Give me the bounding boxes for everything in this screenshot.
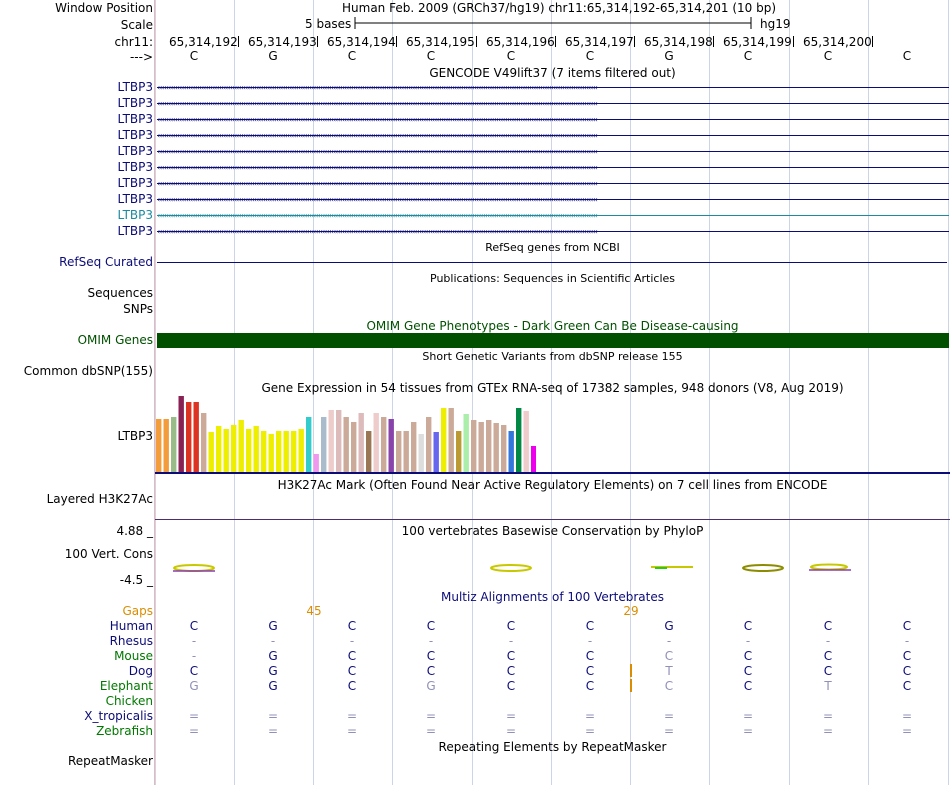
aligned-base: C [506,679,516,693]
gtex-tissue-bar[interactable] [261,431,266,472]
aligned-base: = [346,724,358,738]
gencode-transcript-label[interactable]: LTBP3 [117,224,153,238]
aligned-base: C [189,664,199,678]
strand-label[interactable]: ---> [129,50,153,64]
gencode-track-title[interactable]: GENCODE V49lift37 (7 items filtered out) [429,66,676,80]
gtex-expression-chart[interactable] [156,396,536,472]
omim-genes-label[interactable]: OMIM Genes [77,333,153,347]
gtex-tissue-bar[interactable] [351,422,356,472]
gtex-tissue-bar[interactable] [441,408,446,472]
position-tick [317,36,318,47]
gencode-transcript-label[interactable]: LTBP3 [117,80,153,94]
gtex-tissue-bar[interactable] [156,419,161,472]
gtex-tissue-bar[interactable] [269,434,274,472]
phylop-track-title[interactable]: 100 vertebrates Basewise Conservation by PhyloP [401,524,704,538]
aligned-base: C [189,619,199,633]
gtex-tissue-bar[interactable] [186,402,191,472]
gtex-tissue-bar[interactable] [224,429,229,472]
gtex-tissue-bar[interactable] [201,413,206,472]
dbsnp-track-title[interactable]: Short Genetic Variants from dbSNP release 155 [422,350,683,363]
common-dbsnp-label[interactable]: Common dbSNP(155) [23,364,153,378]
position-tick-label: 65,314,199 [723,35,792,49]
gtex-tissue-bar[interactable] [171,417,176,472]
gtex-tissue-bar[interactable] [471,420,476,472]
aligned-base: = [822,709,834,723]
aligned-base: C [743,664,753,678]
reference-base: C [823,49,833,63]
gencode-transcript-line[interactable]: ‹‹‹‹‹‹‹‹‹‹‹‹‹‹‹‹‹‹‹‹‹‹‹‹‹‹‹‹‹‹‹‹‹‹‹‹‹‹‹‹‹‹‹‹‹‹‹‹‹‹‹‹‹‹‹‹‹‹‹‹‹‹‹‹‹‹‹‹‹‹‹‹‹‹‹‹‹‹‹‹‹‹‹‹‹‹‹‹‹‹‹‹‹‹‹‹‹‹‹‹‹‹‹‹‹‹‹‹‹‹‹‹‹‹‹‹‹‹‹‹‹‹‹‹‹‹‹‹‹‹‹‹‹‹‹‹‹‹‹‹‹‹‹‹‹‹‹‹‹‹‹‹‹‹‹‹‹‹‹‹‹‹‹‹‹‹‹‹‹‹‹‹‹‹‹‹‹‹‹‹‹‹‹‹‹‹‹‹‹‹‹‹‹‹‹‹‹‹‹‹ [157,145,949,158]
gtex-tissue-bar[interactable] [246,429,251,472]
gtex-tissue-bar[interactable] [374,413,379,472]
aligned-base: G [268,664,278,678]
phylop-min-label: -4.5 _ [119,573,153,587]
aligned-base: C [426,649,436,663]
gtex-tissue-bar[interactable] [336,410,341,472]
gtex-tissue-bar[interactable] [276,431,281,472]
aligned-base: C [585,679,595,693]
window-position-label: Window Position [55,1,153,15]
aligned-base: C [823,664,833,678]
gencode-transcript-label[interactable]: LTBP3 [117,144,153,158]
position-tick-label: 65,314,196 [486,35,555,49]
aligned-base: T [665,664,673,678]
gencode-transcript-line[interactable]: ‹‹‹‹‹‹‹‹‹‹‹‹‹‹‹‹‹‹‹‹‹‹‹‹‹‹‹‹‹‹‹‹‹‹‹‹‹‹‹‹‹‹‹‹‹‹‹‹‹‹‹‹‹‹‹‹‹‹‹‹‹‹‹‹‹‹‹‹‹‹‹‹‹‹‹‹‹‹‹‹‹‹‹‹‹‹‹‹‹‹‹‹‹‹‹‹‹‹‹‹‹‹‹‹‹‹‹‹‹‹‹‹‹‹‹‹‹‹‹‹‹‹‹‹‹‹‹‹‹‹‹‹‹‹‹‹‹‹‹‹‹‹‹‹‹‹‹‹‹‹‹‹‹‹‹‹‹‹‹‹‹‹‹‹‹‹‹‹‹‹‹‹‹‹‹‹‹‹‹‹‹‹‹‹‹‹‹‹‹‹‹‹‹‹‹‹‹‹‹‹ [157,113,949,126]
aligned-base: - [666,634,672,648]
reference-base: C [426,49,436,63]
position-tick-label: 65,314,197 [565,35,634,49]
gtex-tissue-bar[interactable] [531,446,536,472]
aligned-base: C [902,649,912,663]
reference-base: C [585,49,595,63]
gencode-transcript-label[interactable]: LTBP3 [117,160,153,174]
gencode-transcript-line[interactable]: ‹‹‹‹‹‹‹‹‹‹‹‹‹‹‹‹‹‹‹‹‹‹‹‹‹‹‹‹‹‹‹‹‹‹‹‹‹‹‹‹‹‹‹‹‹‹‹‹‹‹‹‹‹‹‹‹‹‹‹‹‹‹‹‹‹‹‹‹‹‹‹‹‹‹‹‹‹‹‹‹‹‹‹‹‹‹‹‹‹‹‹‹‹‹‹‹‹‹‹‹‹‹‹‹‹‹‹‹‹‹‹‹‹‹‹‹‹‹‹‹‹‹‹‹‹‹‹‹‹‹‹‹‹‹‹‹‹‹‹‹‹‹‹‹‹‹‹‹‹‹‹‹‹‹‹‹‹‹‹‹‹‹‹‹‹‹‹‹‹‹‹‹‹‹‹‹‹‹‹‹‹‹‹‹‹‹‹‹‹‹‹‹‹‹‹‹‹‹‹‹ [157,161,949,174]
gtex-tissue-bar[interactable] [464,414,469,472]
aligned-base: = [505,724,517,738]
multiz-track-title[interactable]: Multiz Alignments of 100 Vertebrates [440,590,665,604]
sequences-label[interactable]: Sequences [87,286,153,300]
gencode-transcript-line[interactable]: ‹‹‹‹‹‹‹‹‹‹‹‹‹‹‹‹‹‹‹‹‹‹‹‹‹‹‹‹‹‹‹‹‹‹‹‹‹‹‹‹‹‹‹‹‹‹‹‹‹‹‹‹‹‹‹‹‹‹‹‹‹‹‹‹‹‹‹‹‹‹‹‹‹‹‹‹‹‹‹‹‹‹‹‹‹‹‹‹‹‹‹‹‹‹‹‹‹‹‹‹‹‹‹‹‹‹‹‹‹‹‹‹‹‹‹‹‹‹‹‹‹‹‹‹‹‹‹‹‹‹‹‹‹‹‹‹‹‹‹‹‹‹‹‹‹‹‹‹‹‹‹‹‹‹‹‹‹‹‹‹‹‹‹‹‹‹‹‹‹‹‹‹‹‹‹‹‹‹‹‹‹‹‹‹‹‹‹‹‹‹‹‹‹‹‹‹‹‹‹‹ [157,97,949,110]
aligned-base: C [426,619,436,633]
gtex-tissue-bar[interactable] [321,417,326,472]
gtex-tissue-bar[interactable] [194,402,199,472]
gencode-transcript-label[interactable]: LTBP3 [117,192,153,206]
position-tick [713,36,714,47]
species-label-dog[interactable]: Dog [128,664,153,678]
gencode-transcript-line[interactable]: ‹‹‹‹‹‹‹‹‹‹‹‹‹‹‹‹‹‹‹‹‹‹‹‹‹‹‹‹‹‹‹‹‹‹‹‹‹‹‹‹‹‹‹‹‹‹‹‹‹‹‹‹‹‹‹‹‹‹‹‹‹‹‹‹‹‹‹‹‹‹‹‹‹‹‹‹‹‹‹‹‹‹‹‹‹‹‹‹‹‹‹‹‹‹‹‹‹‹‹‹‹‹‹‹‹‹‹‹‹‹‹‹‹‹‹‹‹‹‹‹‹‹‹‹‹‹‹‹‹‹‹‹‹‹‹‹‹‹‹‹‹‹‹‹‹‹‹‹‹‹‹‹‹‹‹‹‹‹‹‹‹‹‹‹‹‹‹‹‹‹‹‹‹‹‹‹‹‹‹‹‹‹‹‹‹‹‹‹‹‹‹‹‹‹‹‹‹‹‹‹ [157,129,949,142]
reference-base: C [189,49,199,63]
gtex-tissue-bar[interactable] [501,425,506,472]
aligned-base: = [742,709,754,723]
scale-label: Scale [120,18,153,32]
aligned-base: G [426,679,436,693]
gtex-tissue-bar[interactable] [434,432,439,472]
reference-base: G [268,49,278,63]
gtex-tissue-bar[interactable] [509,431,514,472]
refseq-gene-line[interactable] [157,262,947,263]
gencode-transcript-line[interactable]: ‹‹‹‹‹‹‹‹‹‹‹‹‹‹‹‹‹‹‹‹‹‹‹‹‹‹‹‹‹‹‹‹‹‹‹‹‹‹‹‹‹‹‹‹‹‹‹‹‹‹‹‹‹‹‹‹‹‹‹‹‹‹‹‹‹‹‹‹‹‹‹‹‹‹‹‹‹‹‹‹‹‹‹‹‹‹‹‹‹‹‹‹‹‹‹‹‹‹‹‹‹‹‹‹‹‹‹‹‹‹‹‹‹‹‹‹‹‹‹‹‹‹‹‹‹‹‹‹‹‹‹‹‹‹‹‹‹‹‹‹‹‹‹‹‹‹‹‹‹‹‹‹‹‹‹‹‹‹‹‹‹‹‹‹‹‹‹‹‹‹‹‹‹‹‹‹‹‹‹‹‹‹‹‹‹‹‹‹‹‹‹‹‹‹‹‹‹‹‹‹ [157,209,949,222]
phylop-track-label[interactable]: 100 Vert. Cons [64,547,153,561]
aligned-base: C [664,649,674,663]
aligned-base: - [191,634,197,648]
aligned-base: - [428,634,434,648]
h3k27ac-track-title[interactable]: H3K27Ac Mark (Often Found Near Active Regulatory Elements) on 7 cell lines from ENCODE [277,478,828,492]
aligned-base: = [901,709,913,723]
gtex-tissue-bar[interactable] [366,431,371,472]
aligned-base: C [823,619,833,633]
aligned-base: C [347,619,357,633]
species-label-zebrafish[interactable]: Zebrafish [96,724,153,738]
aligned-base: C [506,619,516,633]
species-label-chicken[interactable]: Chicken [105,694,153,708]
gtex-tissue-bar[interactable] [164,419,169,472]
aligned-base: - [270,634,276,648]
aligned-base: - [825,634,831,648]
aligned-base: = [901,724,913,738]
position-tick [396,36,397,47]
position-tick [634,36,635,47]
aligned-base: C [347,664,357,678]
aligned-base: - [745,634,751,648]
phylop-conservation-graph[interactable] [155,558,950,578]
reference-base: C [743,49,753,63]
gtex-tissue-bar[interactable] [209,432,214,472]
gtex-tissue-bar[interactable] [291,431,296,472]
position-tick-label: 65,314,193 [248,35,317,49]
gtex-tissue-bar[interactable] [426,417,431,472]
aligned-base: C [664,679,674,693]
gtex-gene-label[interactable]: LTBP3 [117,429,153,443]
gtex-tissue-bar[interactable] [524,411,529,472]
aligned-base: = [267,709,279,723]
gtex-tissue-bar[interactable] [479,422,484,472]
gap-marker-dog [630,664,632,677]
scale-value: 5 bases [305,17,352,31]
gtex-tissue-bar[interactable] [381,417,386,472]
aligned-base: = [584,709,596,723]
gtex-tissue-bar[interactable] [419,434,424,472]
gtex-tissue-bar[interactable] [396,431,401,472]
position-tick-label: 65,314,200 [803,35,872,49]
gtex-tissue-bar[interactable] [306,417,311,472]
aligned-base: C [902,679,912,693]
aligned-base: = [663,724,675,738]
gtex-tissue-bar[interactable] [449,408,454,472]
position-tick-label: 65,314,194 [327,35,396,49]
scale-assembly: hg19 [760,17,791,31]
aligned-base: C [585,619,595,633]
aligned-base: - [904,634,910,648]
position-tick-label: 65,314,198 [644,35,713,49]
aligned-base: C [347,679,357,693]
position-tick [476,36,477,47]
gencode-transcript-label[interactable]: LTBP3 [117,128,153,142]
layered-h3k27ac-label[interactable]: Layered H3K27Ac [46,492,153,506]
refseq-track-title[interactable]: RefSeq genes from NCBI [485,241,620,254]
gtex-tissue-bar[interactable] [254,426,259,472]
aligned-base: T [824,679,832,693]
gtex-tissue-bar[interactable] [344,417,349,472]
aligned-base: C [426,664,436,678]
reference-base: C [347,49,357,63]
gencode-transcript-label[interactable]: LTBP3 [117,96,153,110]
aligned-base: G [268,649,278,663]
aligned-base: C [506,649,516,663]
position-tick [872,36,873,47]
gtex-tissue-bar[interactable] [284,431,289,472]
position-tick-label: 65,314,192 [169,35,238,49]
aligned-base: = [505,709,517,723]
gtex-tissue-bar[interactable] [239,420,244,472]
position-tick [793,36,794,47]
aligned-base: = [584,724,596,738]
gtex-tissue-bar[interactable] [494,423,499,472]
gtex-baseline [155,472,950,474]
gtex-tissue-bar[interactable] [456,431,461,472]
position-tick [555,36,556,47]
repeatmasker-track-title[interactable]: Repeating Elements by RepeatMasker [438,740,667,754]
aligned-base: = [188,709,200,723]
omim-gene-bar[interactable] [157,333,949,348]
aligned-base: C [585,664,595,678]
gap-value-2: 29 [623,604,639,618]
gtex-tissue-bar[interactable] [404,431,409,472]
aligned-base: G [268,679,278,693]
aligned-base: C [902,619,912,633]
aligned-base: C [585,649,595,663]
aligned-base: C [506,664,516,678]
aligned-base: - [191,649,197,663]
aligned-base: C [743,679,753,693]
gtex-tissue-bar[interactable] [516,408,521,472]
reference-base: C [902,49,912,63]
gtex-tissue-bar[interactable] [299,429,304,472]
gtex-tissue-bar[interactable] [329,410,334,472]
gtex-tissue-bar[interactable] [231,425,236,472]
phylop-max-label: 4.88 _ [116,524,153,538]
gencode-transcript-line[interactable]: ‹‹‹‹‹‹‹‹‹‹‹‹‹‹‹‹‹‹‹‹‹‹‹‹‹‹‹‹‹‹‹‹‹‹‹‹‹‹‹‹‹‹‹‹‹‹‹‹‹‹‹‹‹‹‹‹‹‹‹‹‹‹‹‹‹‹‹‹‹‹‹‹‹‹‹‹‹‹‹‹‹‹‹‹‹‹‹‹‹‹‹‹‹‹‹‹‹‹‹‹‹‹‹‹‹‹‹‹‹‹‹‹‹‹‹‹‹‹‹‹‹‹‹‹‹‹‹‹‹‹‹‹‹‹‹‹‹‹‹‹‹‹‹‹‹‹‹‹‹‹‹‹‹‹‹‹‹‹‹‹‹‹‹‹‹‹‹‹‹‹‹‹‹‹‹‹‹‹‹‹‹‹‹‹‹‹‹‹‹‹‹‹‹‹‹‹‹‹‹‹ [157,225,949,238]
aligned-base: = [188,724,200,738]
gtex-tissue-bar[interactable] [359,413,364,472]
aligned-base: C [743,619,753,633]
aligned-base: G [664,619,674,633]
window-position-value[interactable]: Human Feb. 2009 (GRCh37/hg19) chr11:65,314,192-65,314,201 (10 bp) [342,1,777,15]
aligned-base: - [508,634,514,648]
gap-value-1: 45 [306,604,322,618]
aligned-base: C [902,664,912,678]
gencode-transcript-line[interactable]: ‹‹‹‹‹‹‹‹‹‹‹‹‹‹‹‹‹‹‹‹‹‹‹‹‹‹‹‹‹‹‹‹‹‹‹‹‹‹‹‹‹‹‹‹‹‹‹‹‹‹‹‹‹‹‹‹‹‹‹‹‹‹‹‹‹‹‹‹‹‹‹‹‹‹‹‹‹‹‹‹‹‹‹‹‹‹‹‹‹‹‹‹‹‹‹‹‹‹‹‹‹‹‹‹‹‹‹‹‹‹‹‹‹‹‹‹‹‹‹‹‹‹‹‹‹‹‹‹‹‹‹‹‹‹‹‹‹‹‹‹‹‹‹‹‹‹‹‹‹‹‹‹‹‹‹‹‹‹‹‹‹‹‹‹‹‹‹‹‹‹‹‹‹‹‹‹‹‹‹‹‹‹‹‹‹‹‹‹‹‹‹‹‹‹‹‹‹‹‹‹ [157,193,949,206]
aligned-base: C [743,649,753,663]
position-tick-label: 65,314,195 [406,35,475,49]
chrom-label: chr11: [114,35,153,49]
aligned-base: = [425,724,437,738]
gencode-transcript-label[interactable]: LTBP3 [117,112,153,126]
aligned-base: - [349,634,355,648]
refseq-curated-label[interactable]: RefSeq Curated [59,255,153,269]
aligned-base: - [587,634,593,648]
omim-track-title[interactable]: OMIM Gene Phenotypes - Dark Green Can Be Disease-causing [366,319,739,333]
gtex-tissue-bar[interactable] [216,426,221,472]
gtex-track-title[interactable]: Gene Expression in 54 tissues from GTEx RNA-seq of 17382 samples, 948 donors (V8, Aug 2019) [261,381,844,395]
aligned-base: = [425,709,437,723]
species-label-elephant[interactable]: Elephant [99,679,153,693]
gap-marker-elephant [630,679,632,692]
reference-base: G [664,49,674,63]
repeatmasker-label[interactable]: RepeatMasker [67,754,153,768]
position-tick [238,36,239,47]
publications-track-title[interactable]: Publications: Sequences in Scientific Articles [430,272,675,285]
gtex-tissue-bar[interactable] [486,420,491,472]
gaps-label: Gaps [122,604,153,618]
aligned-base: = [267,724,279,738]
gencode-transcript-line[interactable]: ‹‹‹‹‹‹‹‹‹‹‹‹‹‹‹‹‹‹‹‹‹‹‹‹‹‹‹‹‹‹‹‹‹‹‹‹‹‹‹‹‹‹‹‹‹‹‹‹‹‹‹‹‹‹‹‹‹‹‹‹‹‹‹‹‹‹‹‹‹‹‹‹‹‹‹‹‹‹‹‹‹‹‹‹‹‹‹‹‹‹‹‹‹‹‹‹‹‹‹‹‹‹‹‹‹‹‹‹‹‹‹‹‹‹‹‹‹‹‹‹‹‹‹‹‹‹‹‹‹‹‹‹‹‹‹‹‹‹‹‹‹‹‹‹‹‹‹‹‹‹‹‹‹‹‹‹‹‹‹‹‹‹‹‹‹‹‹‹‹‹‹‹‹‹‹‹‹‹‹‹‹‹‹‹‹‹‹‹‹‹‹‹‹‹‹‹‹‹‹‹ [157,177,949,190]
gencode-transcript-line[interactable]: ‹‹‹‹‹‹‹‹‹‹‹‹‹‹‹‹‹‹‹‹‹‹‹‹‹‹‹‹‹‹‹‹‹‹‹‹‹‹‹‹‹‹‹‹‹‹‹‹‹‹‹‹‹‹‹‹‹‹‹‹‹‹‹‹‹‹‹‹‹‹‹‹‹‹‹‹‹‹‹‹‹‹‹‹‹‹‹‹‹‹‹‹‹‹‹‹‹‹‹‹‹‹‹‹‹‹‹‹‹‹‹‹‹‹‹‹‹‹‹‹‹‹‹‹‹‹‹‹‹‹‹‹‹‹‹‹‹‹‹‹‹‹‹‹‹‹‹‹‹‹‹‹‹‹‹‹‹‹‹‹‹‹‹‹‹‹‹‹‹‹‹‹‹‹‹‹‹‹‹‹‹‹‹‹‹‹‹‹‹‹‹‹‹‹‹‹‹‹‹‹ [157,81,949,94]
aligned-base: = [346,709,358,723]
species-label-mouse[interactable]: Mouse [114,649,153,663]
aligned-base: = [742,724,754,738]
gtex-tissue-bar[interactable] [179,396,184,472]
gtex-tissue-bar[interactable] [389,419,394,472]
gtex-tissue-bar[interactable] [314,454,319,472]
aligned-base: = [663,709,675,723]
snps-label[interactable]: SNPs [123,302,153,316]
aligned-base: = [822,724,834,738]
h3k27ac-baseline [155,519,950,520]
aligned-base: G [268,619,278,633]
species-label-x-tropicalis[interactable]: X_tropicalis [84,709,153,723]
gencode-transcript-label[interactable]: LTBP3 [117,208,153,222]
aligned-base: C [823,649,833,663]
species-label-human[interactable]: Human [109,619,153,633]
scale-bar [354,16,754,30]
reference-base: C [506,49,516,63]
gtex-tissue-bar[interactable] [411,422,416,472]
aligned-base: C [347,649,357,663]
aligned-base: G [189,679,199,693]
gencode-transcript-label[interactable]: LTBP3 [117,176,153,190]
species-label-rhesus[interactable]: Rhesus [109,634,153,648]
